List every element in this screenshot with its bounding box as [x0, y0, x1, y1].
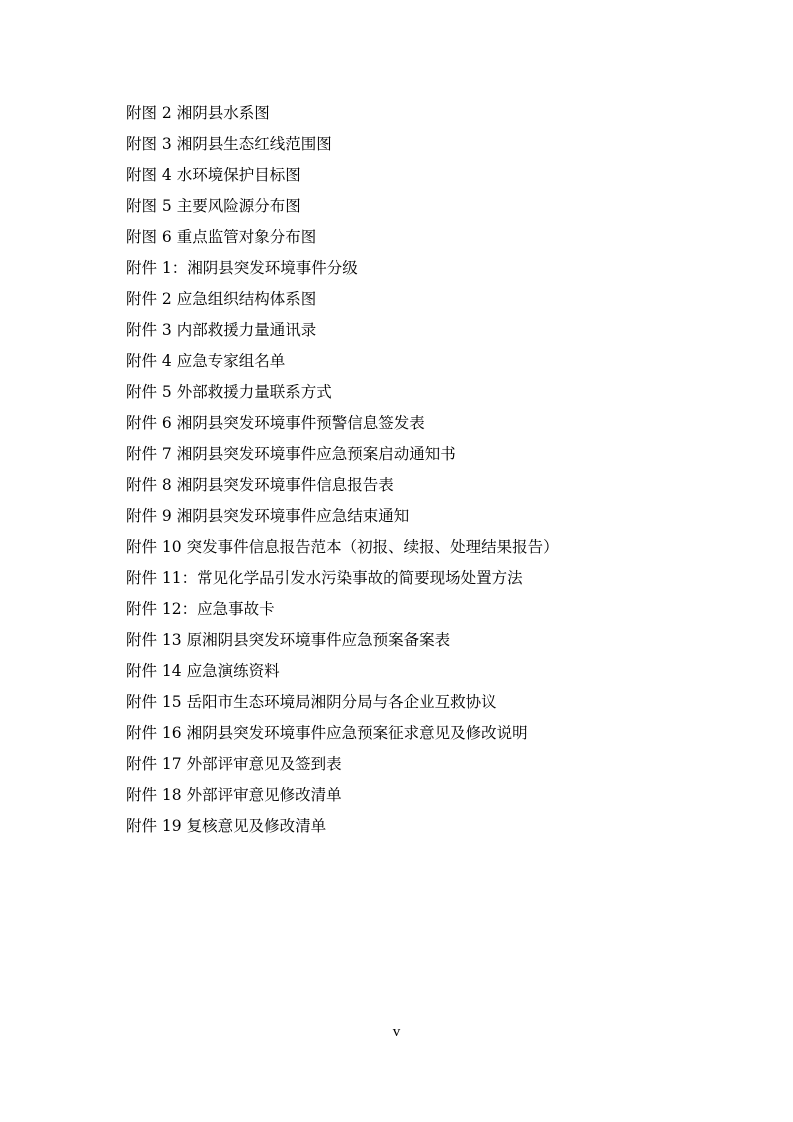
toc-item-attachment-15: 附件 15 岳阳市生态环境局湘阴分局与各企业互救协议	[126, 693, 497, 711]
toc-item-figure-4: 附图 4 水环境保护目标图	[126, 166, 301, 184]
toc-item-attachment-12: 附件 12：应急事故卡	[126, 600, 275, 618]
toc-item-attachment-18: 附件 18 外部评审意见修改清单	[126, 786, 342, 804]
toc-item-attachment-17: 附件 17 外部评审意见及签到表	[126, 755, 342, 773]
toc-item-attachment-5: 附件 5 外部救援力量联系方式	[126, 383, 332, 401]
toc-item-attachment-8: 附件 8 湘阴县突发环境事件信息报告表	[126, 476, 394, 494]
toc-item-attachment-6: 附件 6 湘阴县突发环境事件预警信息签发表	[126, 414, 425, 432]
toc-item-figure-5: 附图 5 主要风险源分布图	[126, 197, 301, 215]
toc-item-attachment-14: 附件 14 应急演练资料	[126, 662, 280, 680]
toc-item-attachment-2: 附件 2 应急组织结构体系图	[126, 290, 317, 308]
toc-item-attachment-4: 附件 4 应急专家组名单	[126, 352, 286, 370]
page-number: v	[392, 1024, 401, 1040]
toc-item-attachment-10: 附件 10 突发事件信息报告范本（初报、续报、处理结果报告）	[126, 538, 559, 556]
toc-item-attachment-13: 附件 13 原湘阴县突发环境事件应急预案备案表	[126, 631, 451, 649]
toc-item-figure-2: 附图 2 湘阴县水系图	[126, 104, 270, 122]
attachment-list	[126, 98, 559, 842]
toc-item-attachment-7: 附件 7 湘阴县突发环境事件应急预案启动通知书	[126, 445, 456, 463]
toc-item-attachment-9: 附件 9 湘阴县突发环境事件应急结束通知	[126, 507, 410, 525]
toc-item-attachment-16: 附件 16 湘阴县突发环境事件应急预案征求意见及修改说明	[126, 724, 528, 742]
toc-item-attachment-1: 附件 1：湘阴县突发环境事件分级	[126, 259, 358, 277]
toc-item-figure-6: 附图 6 重点监管对象分布图	[126, 228, 317, 246]
toc-item-figure-3: 附图 3 湘阴县生态红线范围图	[126, 135, 332, 153]
toc-item-attachment-19: 附件 19 复核意见及修改清单	[126, 817, 327, 835]
toc-item-attachment-3: 附件 3 内部救援力量通讯录	[126, 321, 317, 339]
toc-item-attachment-11: 附件 11：常见化学品引发水污染事故的简要现场处置方法	[126, 569, 523, 587]
